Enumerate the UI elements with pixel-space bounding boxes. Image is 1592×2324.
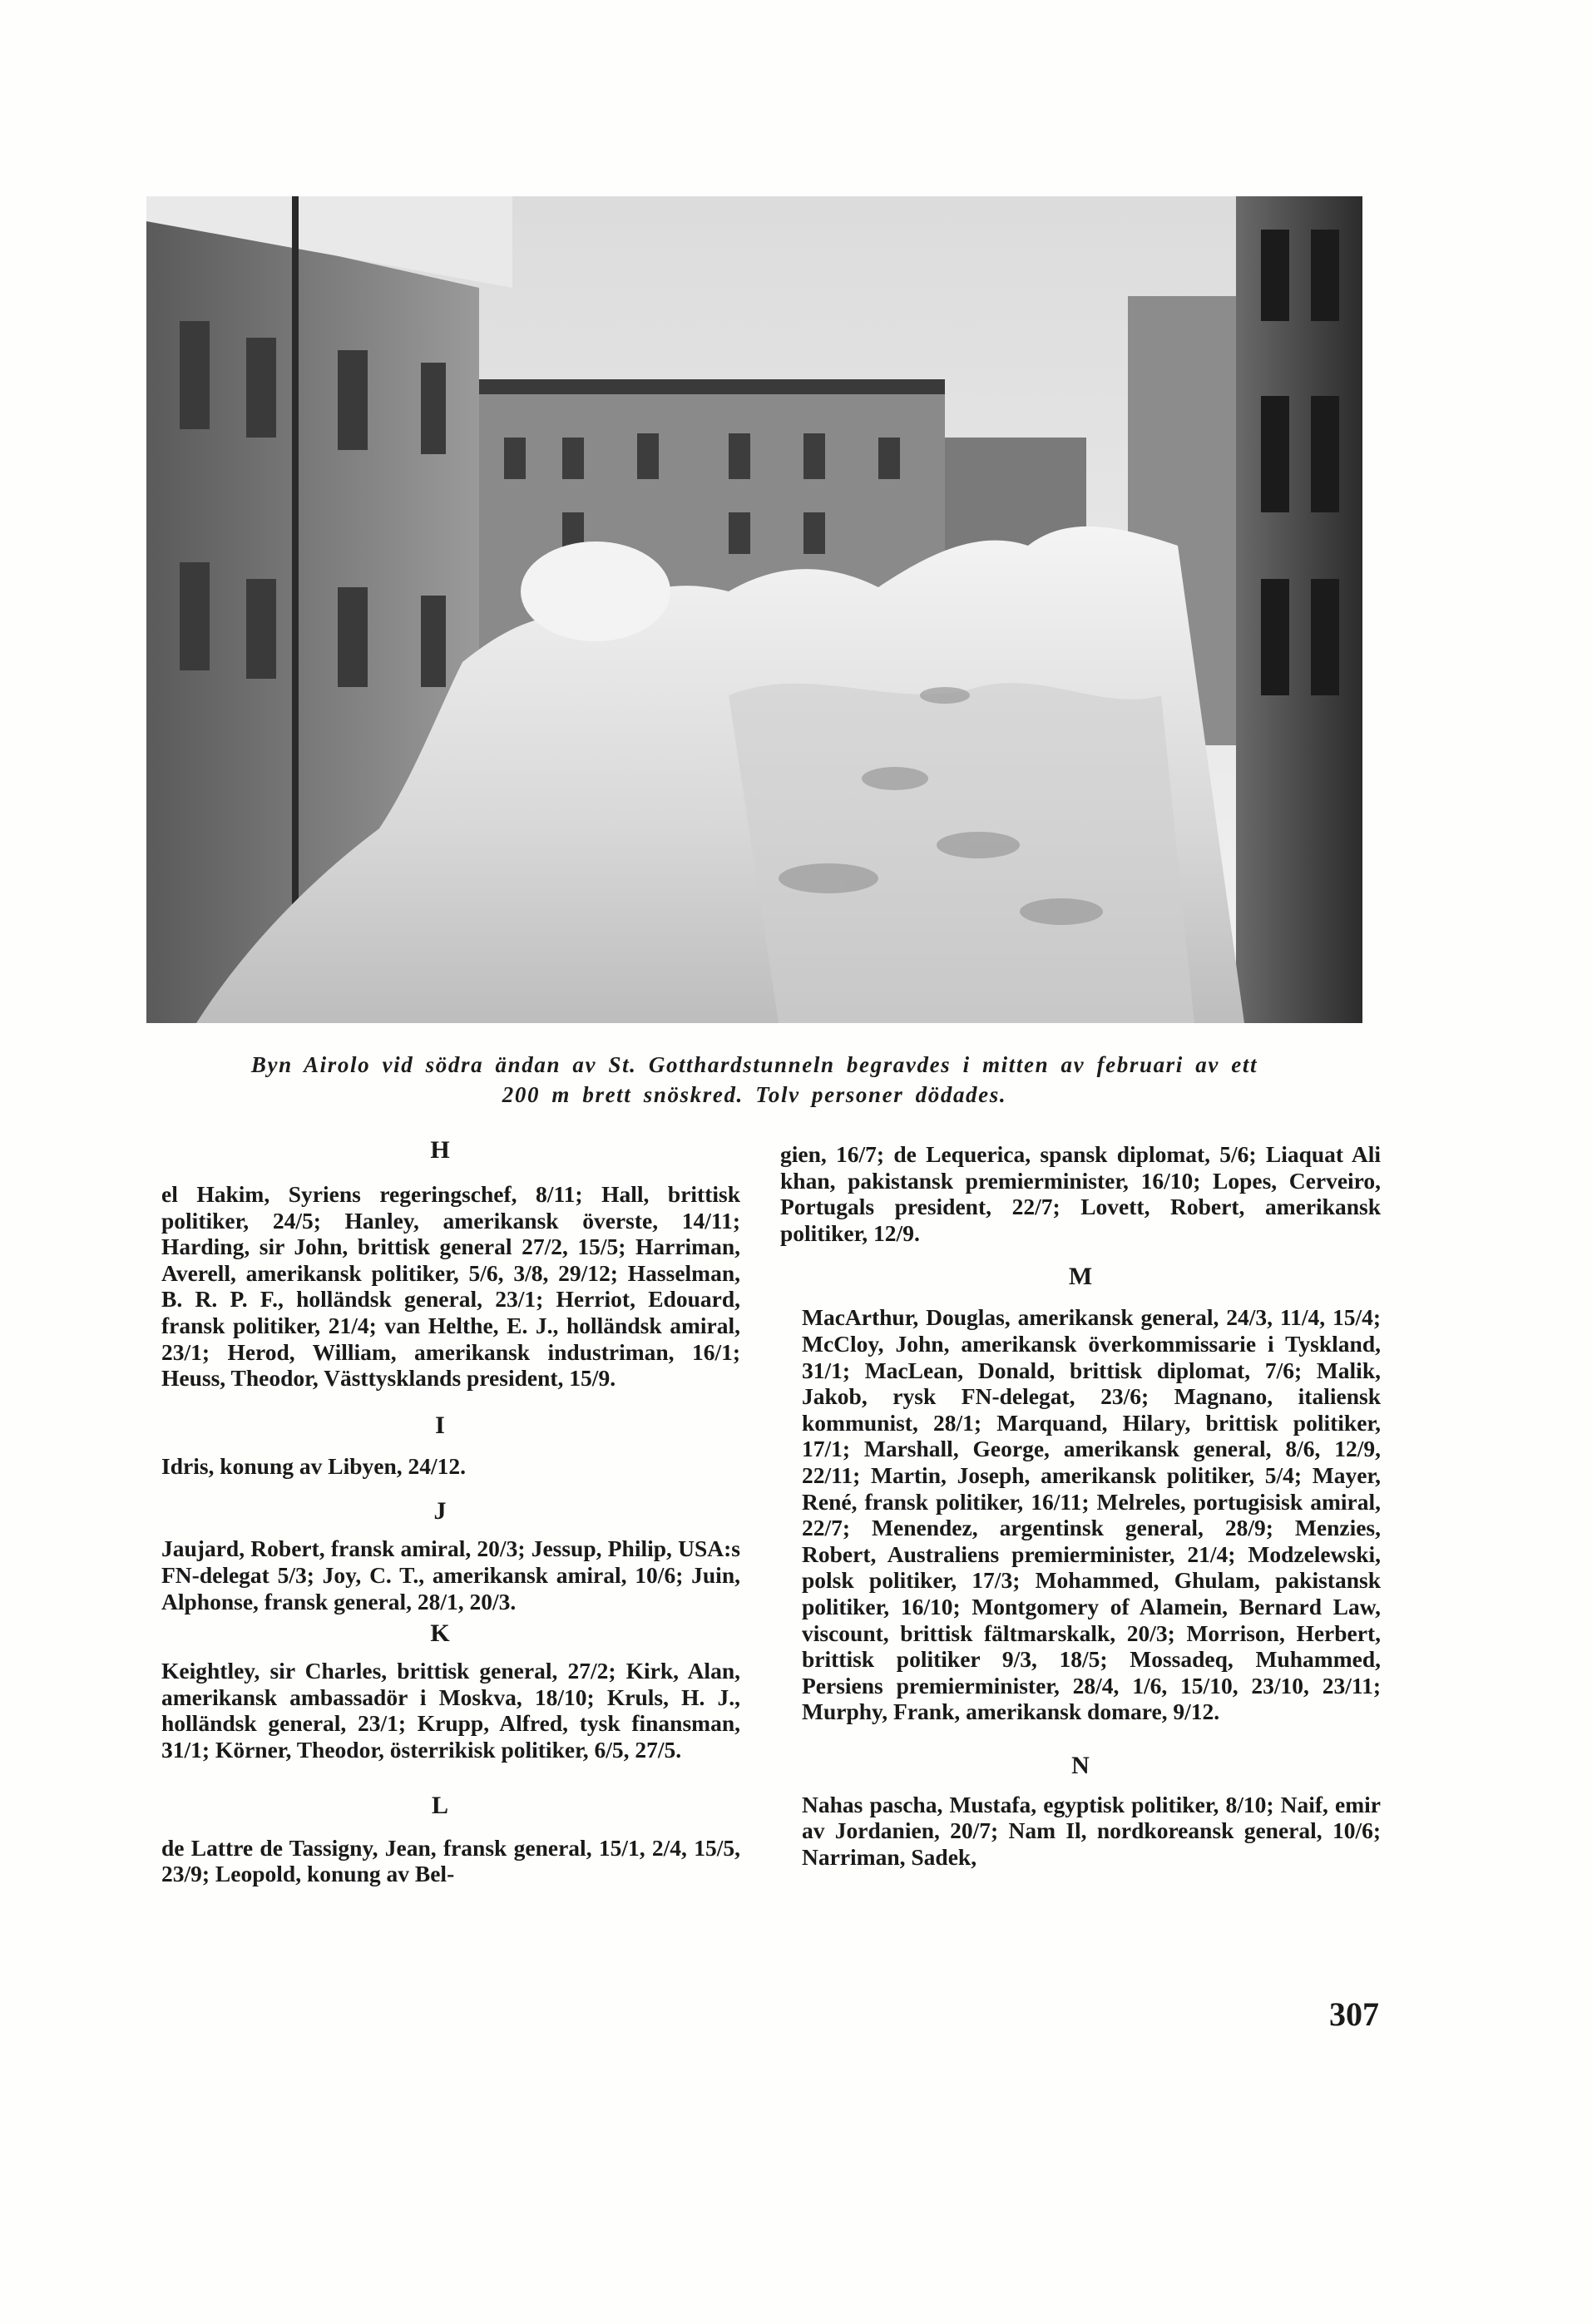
section-letter-m: M	[1068, 1263, 1093, 1291]
entries-m: MacArthur, Douglas, amerikansk general, 24/3, 11/4, 15/4; McCloy, John, amerikansk överkommissarie i Tyskland, 31/1; MacLean, Donald, brittisk diplomat, 7/6; Malik, Jakob, rysk FN-delegat, 23/6; Magnano, italiensk kommunist, 28/1; Marquand, Hilary, brittisk politiker, 17/1; Marshall, George, amerikansk general, 8/6, 12/9, 22/11; Martin, Joseph, amerikansk politiker, 5/4; Mayer, René, fransk politiker, 16/11; Melreles, portugisisk amiral, 22/7; Menendez, argentinsk general, 28/9; Menzies, Robert, Australiens premierminister, 21/4; Modzelewski, polsk politiker, 17/3; Mohammed, Ghulam, pakistansk politiker, 16/10; Montgomery of Alamein, Bernard Law, viscount, brittisk fältmarskalk, 20/3; Morrison, Herbert, brittisk politiker 9/3, 18/5; Mossadeq, Muhammed, Persiens premierminister, 28/4, 1/6, 15/10, 23/10, 23/11; Murphy, Frank, amerikansk domare, 9/12.	[802, 1304, 1381, 1725]
left-column	[140, 1136, 740, 1887]
section-letter-n: N	[1071, 1751, 1090, 1779]
section-letter-h: H	[430, 1136, 450, 1164]
caption-line-2: 200 m brett snöskred. Tolv personer dödades.	[502, 1082, 1007, 1107]
photo-illustration	[146, 196, 1362, 1023]
entries-i: Idris, konung av Libyen, 24/12.	[161, 1452, 467, 1479]
entries-h: el Hakim, Syriens regeringschef, 8/11; Hall, brittisk politiker, 24/5; Hanley, amerikansk överste, 14/11; Harding, sir John, brittisk general 27/2, 15/5; Harriman, Averell, amerikansk politiker, 5/6, 3/8, 29/12; Hasselman, B. R. P. F., holländsk general, 23/1; Herriot, Edouard, fransk politiker, 21/4; van Helthe, E. J., holländsk amiral, 23/1; Herod, William, amerikansk industriman, 16/1; Heuss, Theodor, Västtysklands president, 15/9.	[161, 1181, 740, 1392]
caption-line-1: Byn Airolo vid södra ändan av St. Gotthardstunneln begravdes i mitten av februari av ett	[250, 1052, 1258, 1077]
section-letter-l: L	[431, 1791, 448, 1819]
entries-k: Keightley, sir Charles, brittisk general, 27/2; Kirk, Alan, amerikansk ambassadör i Moskva, 18/10; Kruls, H. J., holländsk general, 23/1; Krupp, Alfred, tysk finansman, 31/1; Körner, Theodor, österrikisk politiker, 6/5, 27/5.	[161, 1658, 740, 1763]
section-letter-k: K	[430, 1619, 450, 1648]
entries-l-continued: gien, 16/7; de Lequerica, spansk diplomat, 5/6; Liaquat Ali khan, pakistansk premierminister, 16/10; Lopes, Cerveiro, Portugals president, 22/7; Lovett, Robert, amerikansk politiker, 12/9.	[780, 1141, 1381, 1246]
right-column	[780, 1141, 1381, 1871]
entries-l: de Lattre de Tassigny, Jean, fransk general, 15/1, 2/4, 15/5, 23/9; Leopold, konung av Bel-	[161, 1834, 740, 1887]
entries-j: Jaujard, Robert, fransk amiral, 20/3; Jessup, Philip, USA:s FN-delegat 5/3; Joy, C. T., amerikansk amiral, 10/6; Juin, Alphonse, fransk general, 28/1, 20/3.	[161, 1535, 740, 1614]
entries-n: Nahas pascha, Mustafa, egyptisk politiker, 8/10; Naif, emir av Jordanien, 20/7; Nam Il, nordkoreansk general, 10/6; Narriman, Sadek,	[802, 1791, 1381, 1871]
snow-street-photo	[146, 196, 1362, 1023]
photo-caption	[141, 1050, 1367, 1110]
page-number: 307	[1329, 1995, 1379, 2033]
section-letter-i: I	[435, 1411, 445, 1439]
section-letter-j: J	[433, 1497, 447, 1525]
